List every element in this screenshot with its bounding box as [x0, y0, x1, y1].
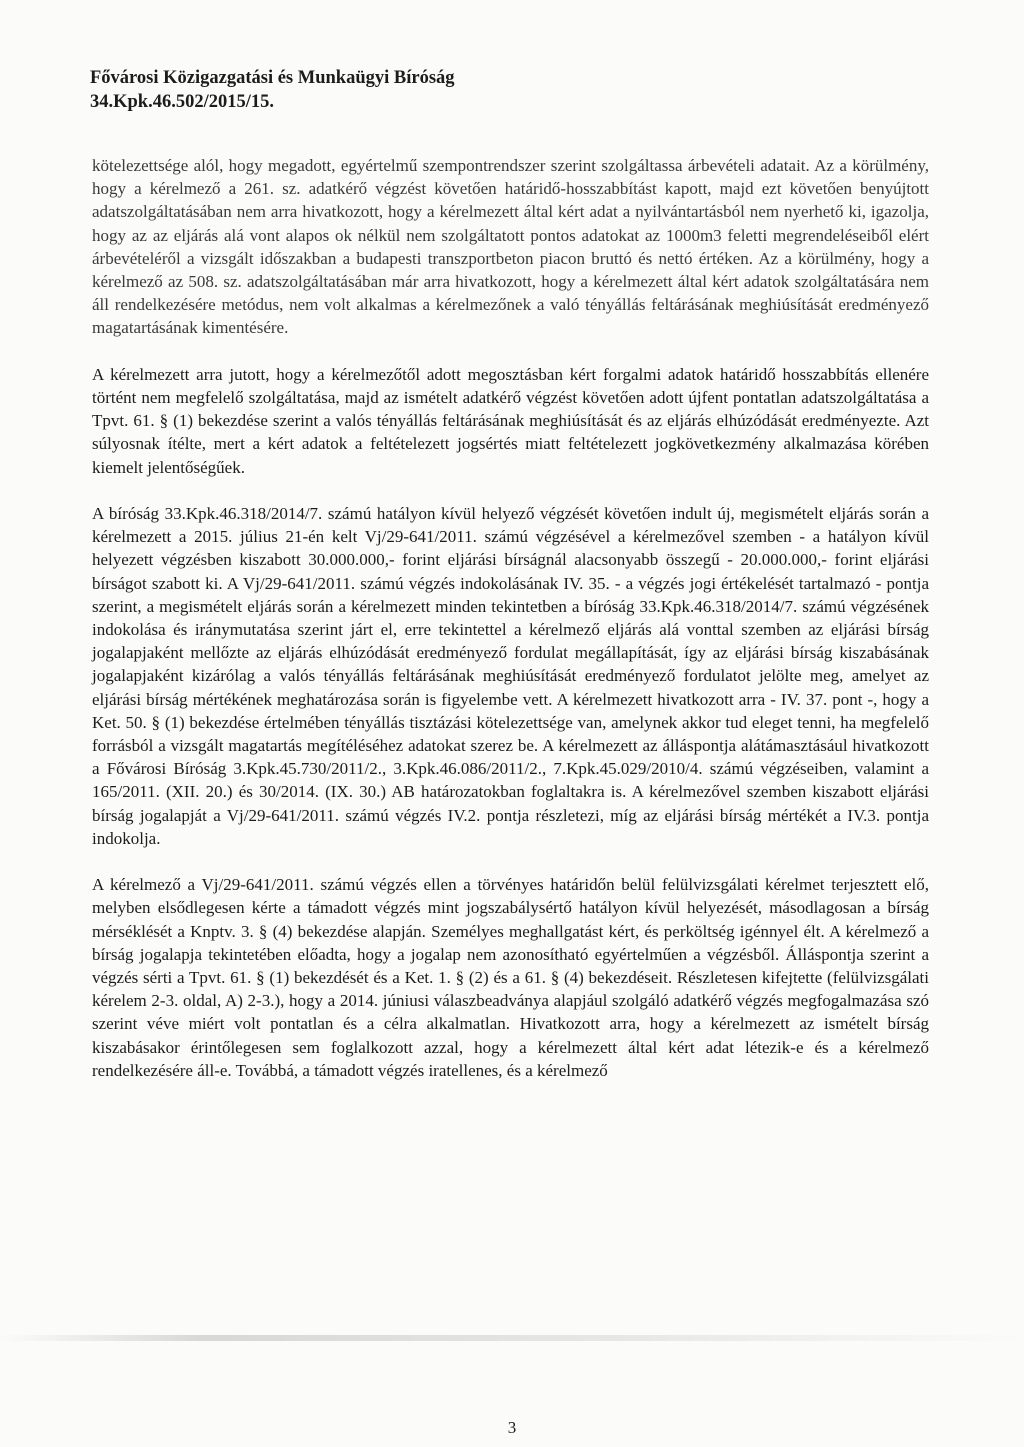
case-number: 34.Kpk.46.502/2015/15.	[90, 92, 274, 112]
document-header	[90, 66, 455, 114]
document-body	[92, 154, 929, 1105]
scan-artifact-line	[0, 1335, 1024, 1341]
paragraph: kötelezettsége alól, hogy megadott, egyértelmű szempontrendszer szerint szolgáltassa árbevételi adatait. Az a körülmény, hogy a kérelmező a 261. sz. adatkérő végzést követően határidő-hosszabbítást kapott, majd ezt követően benyújtott adatszolgáltatásában nem arra hivatkozott, hogy a kérelmezett által kért adat a nyilvántartásból nem nyerhető ki, igazolja, hogy az az eljárás alá vont alapos ok nélkül nem szolgáltatott pontos adatokat az 1000m3 feletti megrendeléseiből elért árbevételéről a vizsgált időszakban a budapesti transzportbeton piacon bruttó és nettó értéken. Az a körülmény, hogy a kérelmező az 508. sz. adatszolgáltatásában már arra hivatkozott, hogy a kérelmezett által kért adatok szolgáltatására nem áll rendelkezésére metódus, nem volt alkalmas a kérelmezőnek a való tényállás feltárásának meghiúsítását eredményező magatartásának kimentésére.	[92, 156, 929, 338]
paragraph: A kérelmező a Vj/29-641/2011. számú végzés ellen a törvényes határidőn belül felülvizsgálati kérelmet terjesztett elő, melyben elsődlegesen kérte a támadott végzés mint jogszabálysértő hatályon kívül helyezését, másodlagosan a bírság mérséklését a Knptv. 3. § (4) bekezdése alapján. Személyes meghallgatást kért, és perköltség igénnyel élt. A kérelmező a bírság jogalapja tekintetében előadta, hogy a jogalap nem azonosítható egyértelműen a végzésből. Álláspontja szerint a végzés sérti a Tpvt. 61. § (1) bekezdését és a Ket. 1. § (2) és a 61. § (4) bekezdéseit. Részletesen kifejtette (felülvizsgálati kérelem 2-3. oldal, A) 2-3.), hogy a 2014. júniusi válaszbeadványa alapjául szolgáló adatkérő végzés megfogalmazása szó szerint véve miért volt pontatlan és a célra alkalmatlan. Hivatkozott arra, hogy a kérelmezett az ismételt bírság kiszabásakor érintőlegesen sem foglalkozott azzal, hogy a kérelmezett által kért adat létezik-e és a kérelmező rendelkezésére áll-e. Továbbá, a támadott végzés iratellenes, és a kérelmező	[92, 875, 929, 1080]
paragraph: A kérelmezett arra jutott, hogy a kérelmezőtől adott megosztásban kért forgalmi adatok határidő hosszabbítás ellenére történt nem megfelelő szolgáltatása, majd az ismételt adatkérő végzést követően adott újfent pontatlan adatszolgáltatása a Tpvt. 61. § (1) bekezdése szerint a valós tényállás feltárásának meghiúsítását és az eljárás elhúzódását eredményezte. Azt súlyosnak ítélte, mert a kért adatok a feltételezett jogsértés miatt feltételezett jogkövetkezmény alkalmazása körében kiemelt jelentőségűek.	[92, 364, 929, 477]
page-number: 3	[507, 1418, 517, 1437]
court-name: Fővárosi Közigazgatási és Munkaügyi Bíróság	[90, 68, 455, 88]
paragraph: A bíróság 33.Kpk.46.318/2014/7. számú hatályon kívül helyező végzését követően indult új, megismételt eljárás során a kérelmezett a 2015. július 21-én kelt Vj/29-641/2011. számú végzésével a kérelmezővel szemben - a hatályon kívül helyezett végzésben kiszabott 30.000.000,- forint eljárási bírságnál alacsonyabb összegű - 20.000.000,- forint eljárási bírságot szabott ki. A Vj/29-641/2011. számú végzés indokolásának IV. 35. - a végzés jogi értékelését tartalmazó - pontja szerint, a megismételt eljárás során a kérelmezett minden tekintetben a bíróság 33.Kpk.46.318/2014/7. számú végzésének indokolása és iránymutatása szerint járt el, erre tekintettel a kérelmező eljárás alá vonttal szemben az eljárási bírság jogalapjaként mellőzte az eljárás elhúzódását eredményező fordulat megállapítását, így az eljárási bírság kiszabásának jogalapjaként kizárólag a valós tényállás feltárásának meghiúsítását eredményező fordulatot jelölte meg, amelyet az eljárási bírság mértékének meghatározása során is figyelembe vett. A kérelmezett hivatkozott arra - IV. 37. pont -, hogy a Ket. 50. § (1) bekezdése értelmében tényállás tisztázási kötelezettsége van, amelynek akkor tud eleget tenni, ha megfelelő forrásból a vizsgált magatartás megítéléséhez adatokat szerez be. A kérelmezett az álláspontja alátámasztásául hivatkozott a Fővárosi Bíróság 3.Kpk.45.730/2011/2., 3.Kpk.46.086/2011/2., 7.Kpk.45.029/2010/4. számú végzéseiben, valamint a 165/2011. (XII. 20.) és 30/2014. (IX. 30.) AB határozatokban foglaltakra is. A kérelmezővel szemben kiszabott eljárási bírság jogalapját a Vj/29-641/2011. számú végzés IV.2. pontja részletezi, míg az eljárási bírság mértékét a IV.3. pontja indokolja.	[92, 504, 929, 848]
